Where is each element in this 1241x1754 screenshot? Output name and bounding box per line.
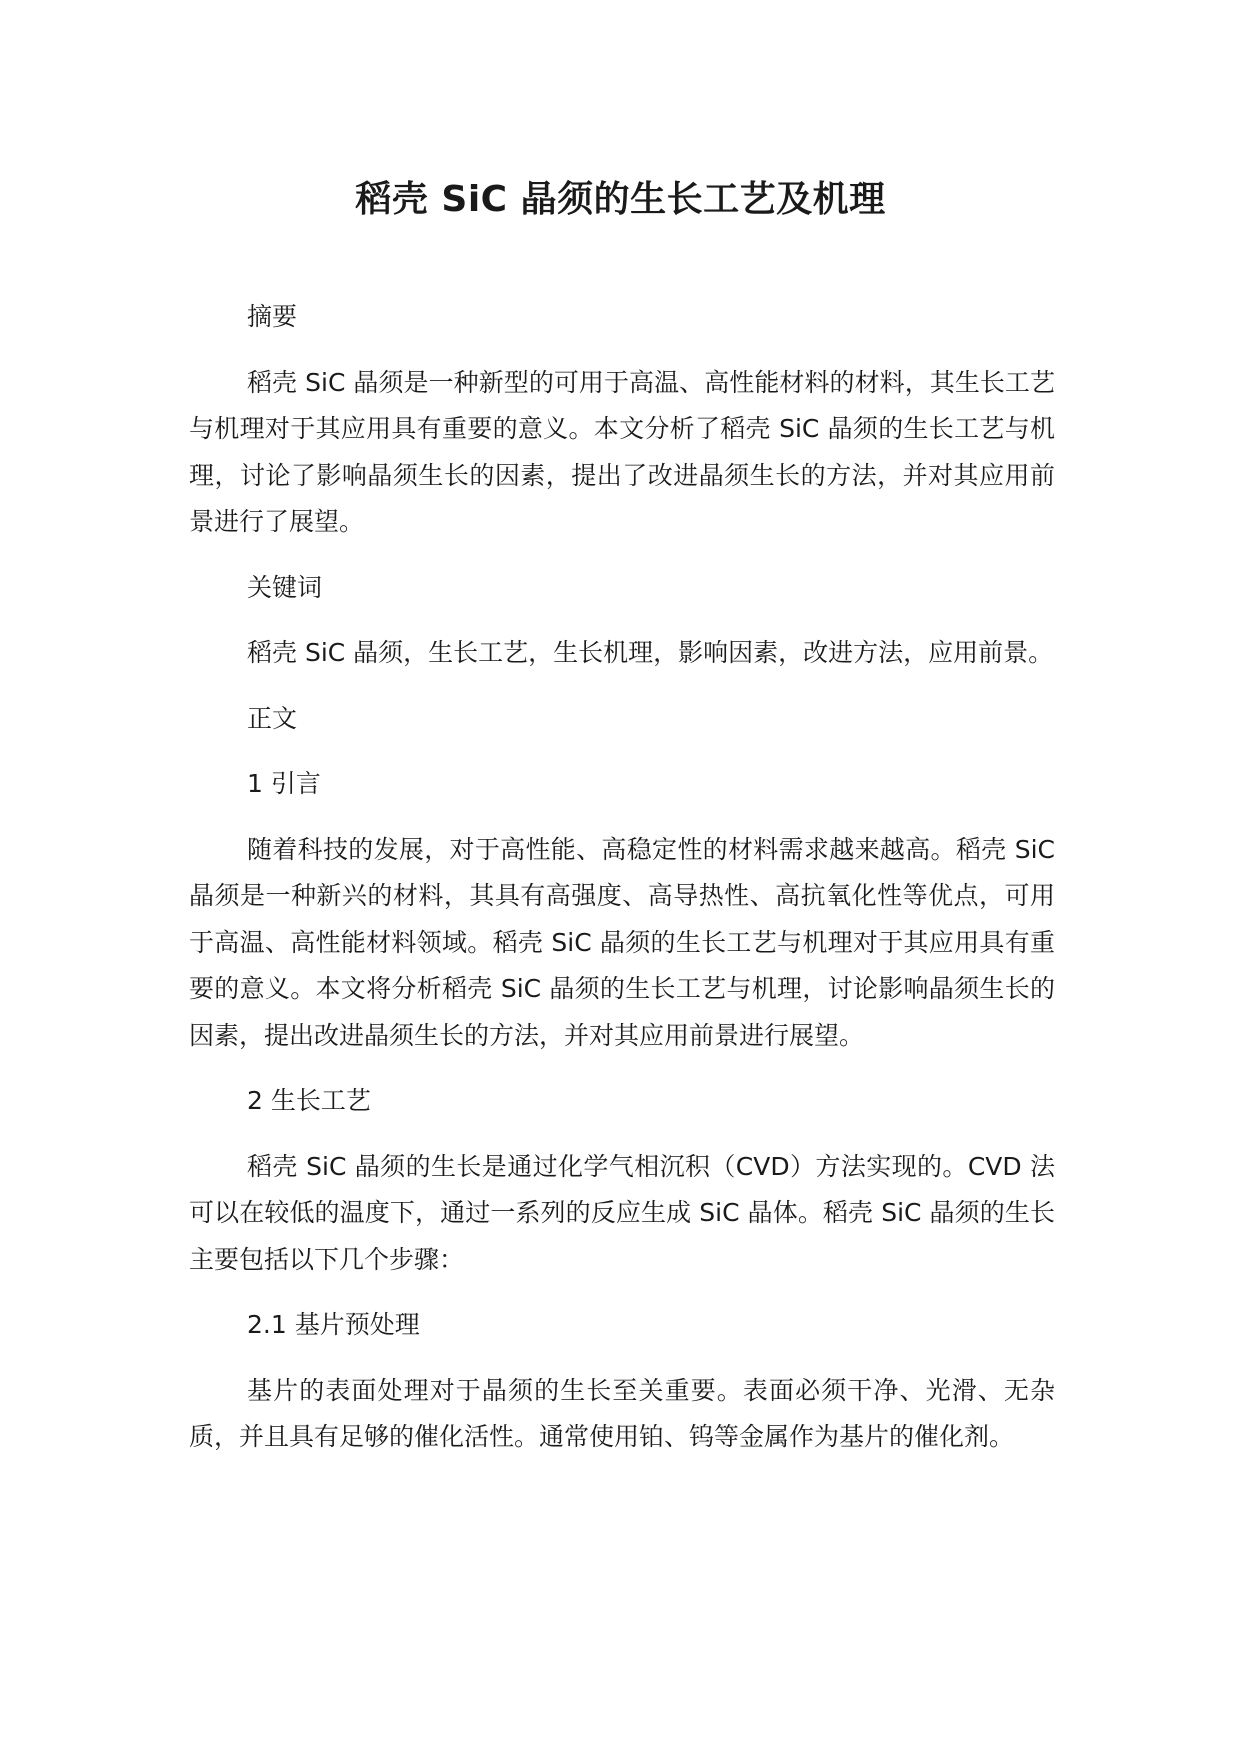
section-2-1-heading: 2.1 基片预处理 [247,1310,420,1339]
section-1-paragraph: 随着科技的发展，对于高性能、高稳定性的材料需求越来越高。稻壳 SiC 晶须是一种新兴的材料，其具有高强度、高导热性、高抗氧化性等优点，可用于高温、高性能材料领域。稻壳 SiC 晶须的生长工艺与机理对于其应用具有重要的意义。本文将分析稻壳 SiC 晶须的生长工艺与机理，讨论影响晶须生长的因素，提出改进晶须生长的方法，并对其应用前景进行展望。 [189,834,1055,1050]
section-2-1-paragraph: 基片的表面处理对于晶须的生长至关重要。表面必须干净、光滑、无杂质，并且具有足够的催化活性。通常使用铂、钨等金属作为基片的催化剂。 [189,1375,1055,1451]
section-1-heading: 1 引言 [247,769,321,798]
document-body [189,294,1055,1480]
keywords-paragraph: 稻壳 SiC 晶须，生长工艺，生长机理，影响因素，改进方法，应用前景。 [247,638,1054,667]
section-2-paragraph: 稻壳 SiC 晶须的生长是通过化学气相沉积（CVD）方法实现的。CVD 法可以在较低的温度下，通过一系列的反应生成 SiC 晶体。稻壳 SiC 晶须的生长主要包括以下几个步骤： [189,1151,1055,1274]
body-heading: 正文 [247,703,298,733]
document-title: 稻壳 SiC 晶须的生长工艺及机理 [355,179,886,220]
abstract-heading: 摘要 [247,302,298,331]
section-2-heading: 2 生长工艺 [247,1086,371,1115]
keywords-heading: 关键词 [247,572,323,602]
abstract-paragraph: 稻壳 SiC 晶须是一种新型的可用于高温、高性能材料的材料，其生长工艺与机理对于其应用具有重要的意义。本文分析了稻壳 SiC 晶须的生长工艺与机理，讨论了影响晶须生长的因素，提出了改进晶须生长的方法，并对其应用前景进行了展望。 [189,367,1055,536]
